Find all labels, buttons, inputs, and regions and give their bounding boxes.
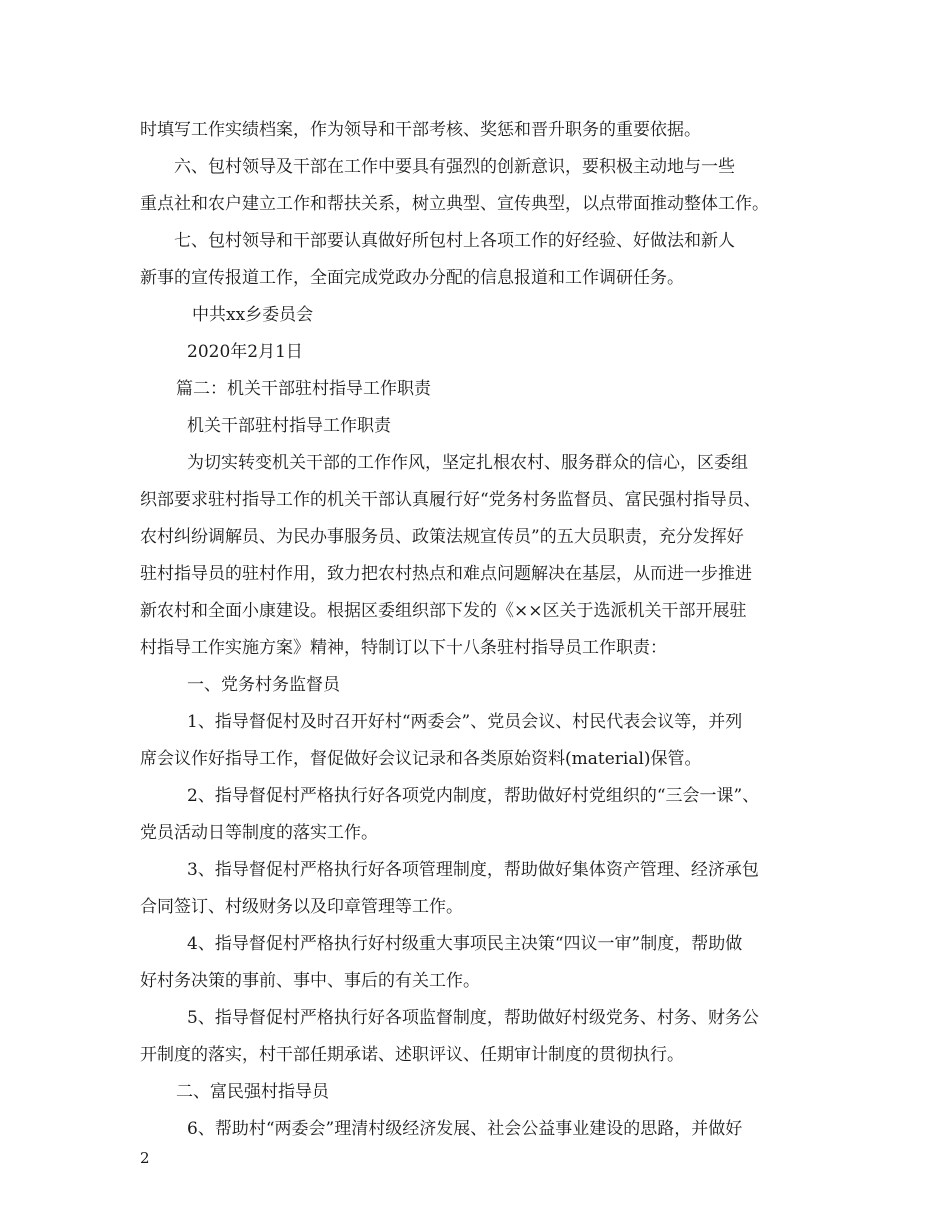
text-line: 3、指导督促村严格执行好各项管理制度，帮助做好集体资产管理、经济承包 <box>187 860 759 880</box>
text-line: 时填写工作实绩档案，作为领导和干部考核、奖惩和晋升职务的重要依据。 <box>140 120 701 140</box>
text-line: 4、指导督促村严格执行好村级重大事项民主决策“四议一审”制度，帮助做 <box>187 934 743 954</box>
text-line: 农村纠纷调解员、为民办事服务员、政策法规宣传员”的五大员职责，充分发挥好 <box>140 527 744 547</box>
text-line: 合同签订、村级财务以及印章管理等工作。 <box>140 897 463 917</box>
text-line: 七、包村领导和干部要认真做好所包村上各项工作的好经验、好做法和新人 <box>174 231 735 251</box>
text-line: 村指导工作实施方案》精神，特制订以下十八条驻村指导员工作职责： <box>140 638 667 658</box>
text-line: 新事的宣传报道工作，全面完成党政办分配的信息报道和工作调研任务。 <box>140 268 684 288</box>
signature-organization: 中共xx乡委员会 <box>192 305 314 325</box>
text-line: 重点社和农户建立工作和帮扶关系，树立典型、宣传典型，以点带面推动整体工作。 <box>140 194 769 214</box>
text-line: 织部要求驻村指导工作的机关干部认真履行好“党务村务监督员、富民强村指导员、 <box>140 490 761 510</box>
document-title: 机关干部驻村指导工作职责 <box>187 416 391 436</box>
page-number: 2 <box>140 1149 150 1167</box>
text-line: 6、帮助村“两委会”理清村级经济发展、社会公益事业建设的思路，并做好 <box>187 1119 743 1139</box>
text-line: 席会议作好指导工作，督促做好会议记录和各类原始资料(material)保管。 <box>140 749 702 769</box>
section-heading: 篇二：机关干部驻村指导工作职责 <box>176 379 431 399</box>
text-line: 新农村和全面小康建设。根据区委组织部下发的《××区关于选派机关干部开展驻 <box>140 601 747 621</box>
subsection-heading: 二、富民强村指导员 <box>176 1082 329 1102</box>
subsection-heading: 一、党务村务监督员 <box>187 675 340 695</box>
text-line: 2、指导督促村严格执行好各项党内制度，帮助做好村党组织的“三会一课”、 <box>187 786 760 806</box>
signature-date: 2020年2月1日 <box>187 342 303 362</box>
text-line: 5、指导督促村严格执行好各项监督制度，帮助做好村级党务、村务、财务公 <box>187 1008 759 1028</box>
text-line: 开制度的落实，村干部任期承诺、述职评议、任期审计制度的贯彻执行。 <box>140 1045 684 1065</box>
text-line: 好村务决策的事前、事中、事后的有关工作。 <box>140 971 480 991</box>
text-line: 党员活动日等制度的落实工作。 <box>140 823 378 843</box>
text-line: 为切实转变机关干部的工作作风，坚定扎根农村、服务群众的信心，区委组 <box>187 453 748 473</box>
text-line: 1、指导督促村及时召开好村“两委会”、党员会议、村民代表会议等，并列 <box>187 712 743 732</box>
text-line: 六、包村领导及干部在工作中要具有强烈的创新意识，要积极主动地与一些 <box>174 157 735 177</box>
text-line: 驻村指导员的驻村作用，致力把农村热点和难点问题解决在基层，从而进一步推进 <box>140 564 752 584</box>
